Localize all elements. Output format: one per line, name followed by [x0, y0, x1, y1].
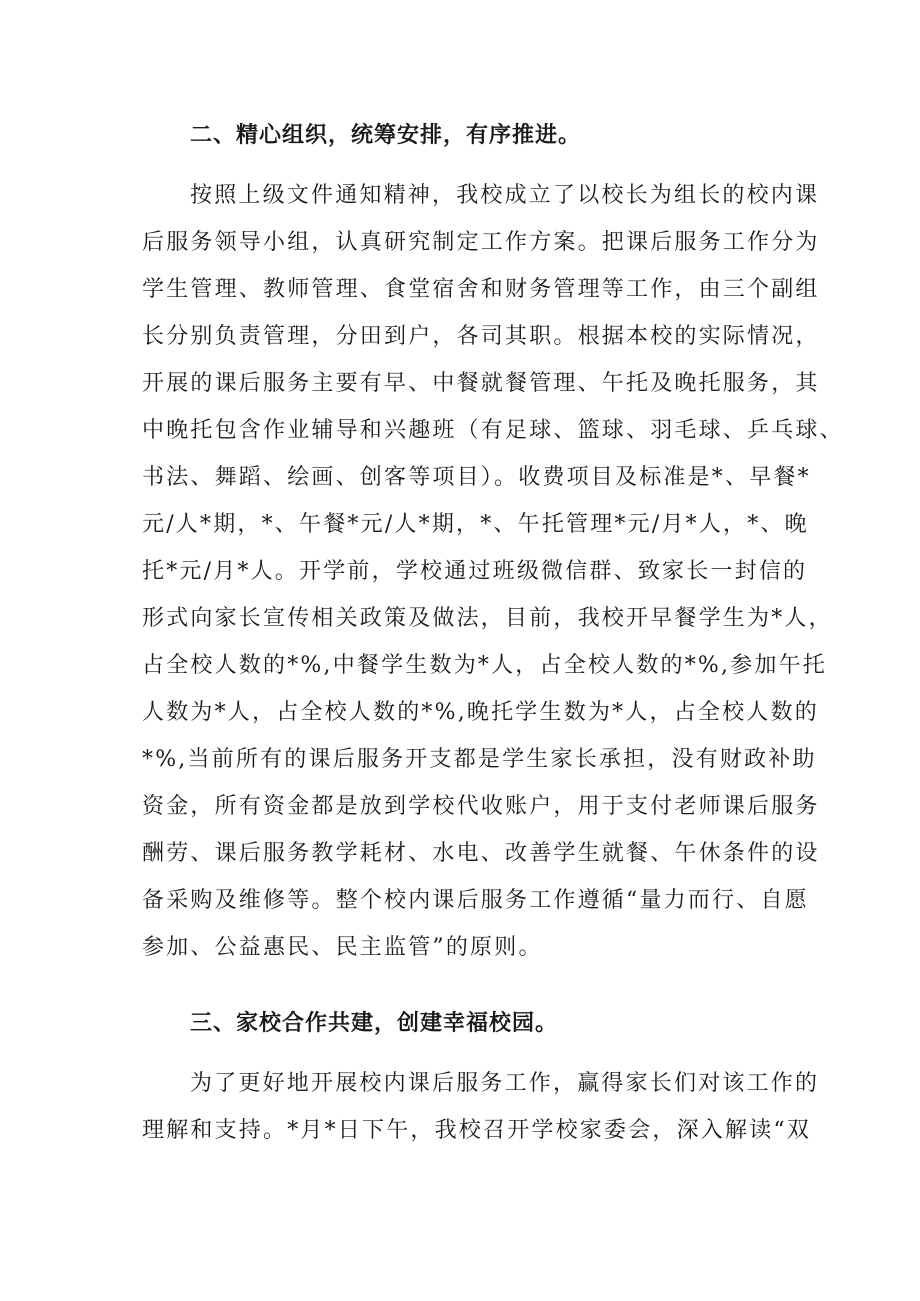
section-heading-2: 二、精心组织，统筹安排，有序推进。 — [190, 123, 582, 148]
paragraph-line: 书法、舞蹈、绘画、创客等项目）。收费项目及标准是*、早餐* — [142, 465, 811, 490]
paragraph-line: 开展的课后服务主要有早、中餐就餐管理、午托及晚托服务，其 — [142, 371, 820, 396]
paragraph-line: 为了更好地开展校内课后服务工作，赢得家长们对该工作的 — [190, 1071, 820, 1096]
paragraph-line: 人数为*人，占全校人数的*%,晚托学生数为*人，占全校人数的 — [142, 700, 819, 725]
paragraph-line: 按照上级文件通知精神，我校成立了以校长为组长的校内课 — [190, 183, 820, 208]
paragraph-line: 元/人*期，*、午餐*元/人*期，*、午托管理*元/月*人，*、晚 — [142, 512, 809, 537]
paragraph-line: 中晚托包含作业辅导和兴趣班（有足球、篮球、羽毛球、乒乓球、 — [142, 418, 844, 443]
paragraph-line: 长分别负责管理，分田到户，各司其职。根据本校的实际情况， — [142, 324, 820, 349]
paragraph-line: 备采购及维修等。整个校内课后服务工作遵循“量力而行、自愿 — [142, 888, 809, 913]
paragraph-line: 参加、公益惠民、民主监管”的原则。 — [142, 935, 543, 960]
paragraph-line: 资金，所有资金都是放到学校代收账户，用于支付老师课后服务 — [142, 794, 820, 819]
paragraph-line: 理解和支持。*月*日下午，我校召开学校家委会，深入解读“双 — [142, 1118, 812, 1143]
paragraph-line: 形式向家长宣传相关政策及做法，目前，我校开早餐学生为*人， — [142, 606, 833, 631]
paragraph-line: 学生管理、教师管理、食堂宿舍和财务管理等工作，由三个副组 — [142, 277, 820, 302]
paragraph-line: 酬劳、课后服务教学耗材、水电、改善学生就餐、午休条件的设 — [142, 841, 820, 866]
paragraph-line: 占全校人数的*%,中餐学生数为*人，占全校人数的*%,参加午托 — [142, 653, 827, 678]
paragraph-line: 托*元/月*人。开学前，学校通过班级微信群、致家长一封信的 — [142, 559, 808, 584]
paragraph-line: 后服务领导小组，认真研究制定工作方案。把课后服务工作分为 — [142, 230, 820, 255]
section-heading-3: 三、家校合作共建，创建幸福校园。 — [190, 1011, 559, 1036]
paragraph-line: *%,当前所有的课后服务开支都是学生家长承担，没有财政补助 — [142, 747, 817, 772]
